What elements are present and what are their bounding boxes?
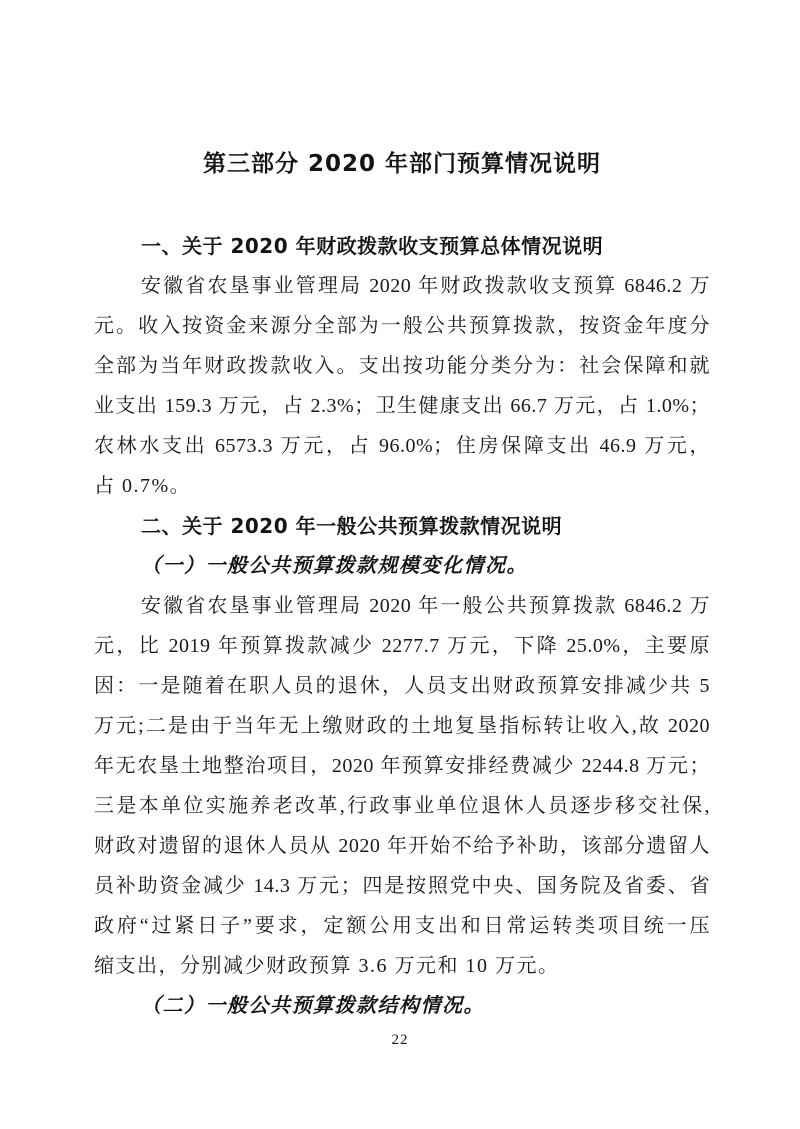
- body-line: 员补助资金减少 14.3 万元；四是按照党中央、国务院及省委、省: [94, 875, 710, 897]
- body-line: 业支出 159.3 万元，占 2.3%；卫生健康支出 66.7 万元，占 1.0%；: [94, 395, 710, 417]
- body-line: 占 0.7%。: [94, 475, 192, 497]
- paragraph-1: [94, 266, 710, 506]
- paragraph-2: [94, 586, 710, 986]
- body-line: 财政对遗留的退休人员从 2020 年开始不给予补助，该部分遗留人: [94, 835, 710, 857]
- body-line: 政府“过紧日子”要求，定额公用支出和日常运转类项目统一压: [94, 915, 710, 937]
- body-line: 元，比 2019 年预算拨款减少 2277.7 万元，下降 25.0%，主要原: [94, 635, 710, 657]
- section-heading-1: 一、关于 2020 年财政拨款收支预算总体情况说明: [141, 234, 604, 258]
- body-line: 三是本单位实施养老改革,行政事业单位退休人员逐步移交社保,: [94, 795, 710, 817]
- body-line: 因：一是随着在职人员的退休，人员支出财政预算安排减少共 5: [94, 675, 710, 697]
- body-line: 年无农垦土地整治项目，2020 年预算安排经费减少 2244.8 万元；: [94, 755, 710, 777]
- body-line: 万元;二是由于当年无上缴财政的土地复垦指标转让收入,故 2020: [94, 715, 710, 737]
- section-heading-2: 二、关于 2020 年一般公共预算拨款情况说明: [141, 514, 563, 538]
- body-line: 缩支出，分别减少财政预算 3.6 万元和 10 万元。: [94, 955, 560, 977]
- body-line: 安徽省农垦事业管理局 2020 年财政拨款收支预算 6846.2 万: [141, 275, 710, 297]
- body-line: 全部为当年财政拨款收入。支出按功能分类分为：社会保障和就: [94, 355, 710, 377]
- sub-heading-2: （二）一般公共预算拨款结构情况。: [141, 995, 485, 1017]
- body-line: 农林水支出 6573.3 万元，占 96.0%；住房保障支出 46.9 万元，: [94, 435, 710, 457]
- body-line: 安徽省农垦事业管理局 2020 年一般公共预算拨款 6846.2 万: [141, 595, 710, 617]
- sub-heading-1: （一）一般公共预算拨款规模变化情况。: [141, 555, 528, 577]
- page-number: 22: [391, 1032, 409, 1048]
- document-content: [94, 0, 710, 1026]
- body-line: 元。收入按资金来源分全部为一般公共预算拨款，按资金年度分: [94, 315, 710, 337]
- document-title: 第三部分 2020 年部门预算情况说明: [202, 151, 602, 177]
